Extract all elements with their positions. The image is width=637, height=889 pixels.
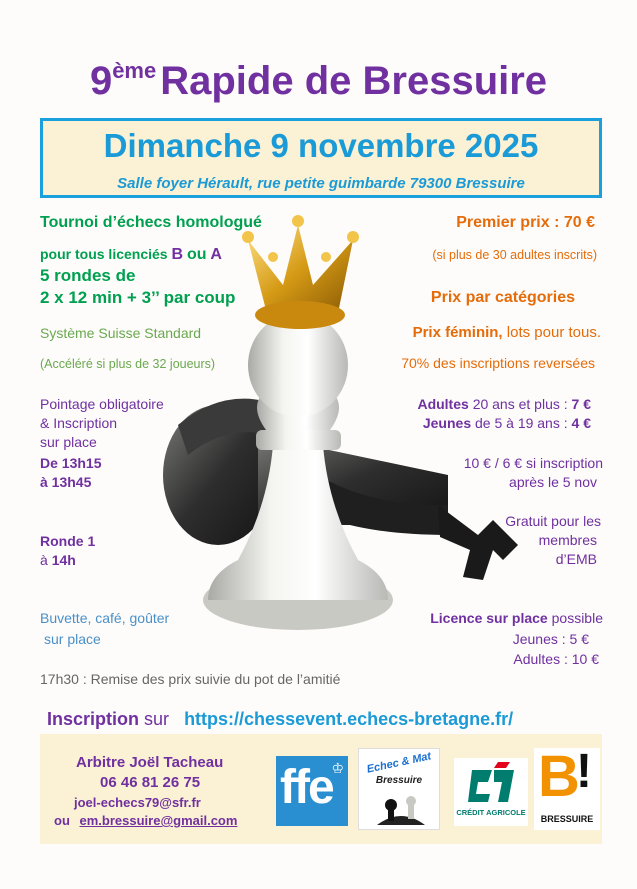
edition-number: 9 [89, 59, 113, 103]
contact-footer [40, 734, 602, 844]
ceremony-text: 17h30 : Remise des prix suivie du pot de l’amitié [40, 671, 341, 687]
registration-sur: sur [144, 709, 170, 729]
edition-suffix: ème [112, 58, 157, 83]
ffe-logo [276, 756, 348, 826]
event-date: Dimanche 9 novembre 2025 [103, 127, 539, 164]
eligibility-or: ou [186, 246, 207, 263]
club-logo-title: Echec & Mat [365, 750, 433, 776]
youth-desc: de 5 à 19 ans : [475, 415, 568, 431]
registration-line [47, 709, 513, 730]
checkin-line2: & Inscription [40, 415, 118, 431]
credit-agricole-text: CRÉDIT AGRICOLE [456, 808, 526, 817]
rounds-count: 5 rondes de [40, 266, 136, 285]
free-line1: Gratuit pour les [505, 513, 601, 529]
city-logo-b: B [538, 744, 580, 809]
bressuire-city-logo [534, 744, 600, 830]
credit-agricole-icon [468, 762, 514, 802]
first-prize-note: (si plus de 30 adultes inscrits) [432, 248, 597, 262]
free-line3: d’EMB [555, 551, 597, 567]
gold-crown [242, 215, 359, 329]
email-secondary-line [54, 813, 237, 828]
ffe-logo-text: ffe [280, 761, 333, 814]
email-primary[interactable]: joel-echecs79@sfr.fr [74, 795, 201, 810]
licence-adults-price: Adultes : 10 € [513, 651, 599, 667]
lots-label: lots pour tous. [506, 324, 601, 341]
round1-prefix: à [40, 552, 48, 568]
youth-price: 4 € [571, 415, 591, 431]
title-text: Rapide de Bressuire [160, 59, 548, 103]
email-secondary-link[interactable]: em.bressuire@gmail.com [79, 813, 238, 828]
licence-a: A [210, 246, 222, 263]
licence-b: B [171, 246, 184, 263]
category-prizes: Prix par catégories [430, 289, 575, 306]
adults-label: Adultes [417, 396, 469, 412]
accelerated-note: (Accéléré si plus de 32 joueurs) [40, 357, 216, 371]
youth-label: Jeunes [422, 415, 472, 431]
price-adults [417, 396, 591, 412]
club-logo [358, 748, 440, 830]
time-control: 2 x 12 min + 3’’ par coup [40, 288, 236, 307]
checkin-line1: Pointage obligatoire [40, 396, 164, 412]
date-box [40, 118, 602, 198]
tournament-homologated: Tournoi d’échecs homologué [40, 214, 262, 231]
city-logo-name: BRESSUIRE [540, 814, 594, 824]
round1-hour: 14h [51, 552, 76, 568]
licence-on-site [430, 610, 603, 626]
licence-youth-price: Jeunes : 5 € [512, 631, 589, 647]
city-logo-exclamation: ! [576, 745, 592, 798]
female-prize [413, 324, 601, 341]
eligibility [40, 246, 222, 264]
late-fee-line1: 10 € / 6 € si inscription [463, 455, 603, 471]
registration-label: Inscription [47, 709, 140, 729]
buvette-line2: sur place [44, 631, 101, 647]
chess-pieces-icon [373, 787, 429, 827]
free-line2: membres [538, 532, 597, 548]
price-youth [423, 415, 591, 431]
email-or: ou [54, 813, 70, 828]
first-prize: Premier prix : 70 € [456, 214, 595, 231]
event-address: Salle foyer Hérault, rue petite guimbarde 79300 Bressuire [117, 175, 525, 192]
eligibility-text: pour tous licenciés [40, 246, 168, 262]
reversed-text: 70% des inscriptions reversées [401, 355, 595, 371]
checkin-line3: sur place [40, 434, 97, 450]
arbiter-phone: 06 46 81 26 75 [100, 774, 201, 791]
swiss-system: Système Suisse Standard [40, 325, 202, 341]
adults-desc: 20 ans et plus : [472, 396, 568, 412]
licence-possible: possible [551, 610, 603, 626]
round1-time [40, 552, 76, 568]
registration-url-link[interactable]: https://chessevent.echecs-bretagne.fr/ [184, 709, 514, 729]
king-icon: ♔ [331, 760, 344, 776]
adults-price: 7 € [571, 396, 591, 412]
checkin-time-to: à 13h45 [40, 474, 92, 490]
event-title [0, 58, 637, 104]
late-fee-line2: après le 5 nov [509, 474, 597, 490]
arbiter-name: Arbitre Joël Tacheau [76, 754, 224, 771]
licence-on-site-label: Licence sur place [430, 610, 548, 626]
club-logo-subtitle: Bressuire [375, 775, 423, 786]
female-prize-label: Prix féminin, [412, 324, 503, 341]
checkin-time-from: De 13h15 [40, 455, 102, 471]
credit-agricole-logo [454, 758, 528, 826]
round1-label: Ronde 1 [40, 533, 96, 549]
buvette-line1: Buvette, café, goûter [40, 610, 170, 626]
